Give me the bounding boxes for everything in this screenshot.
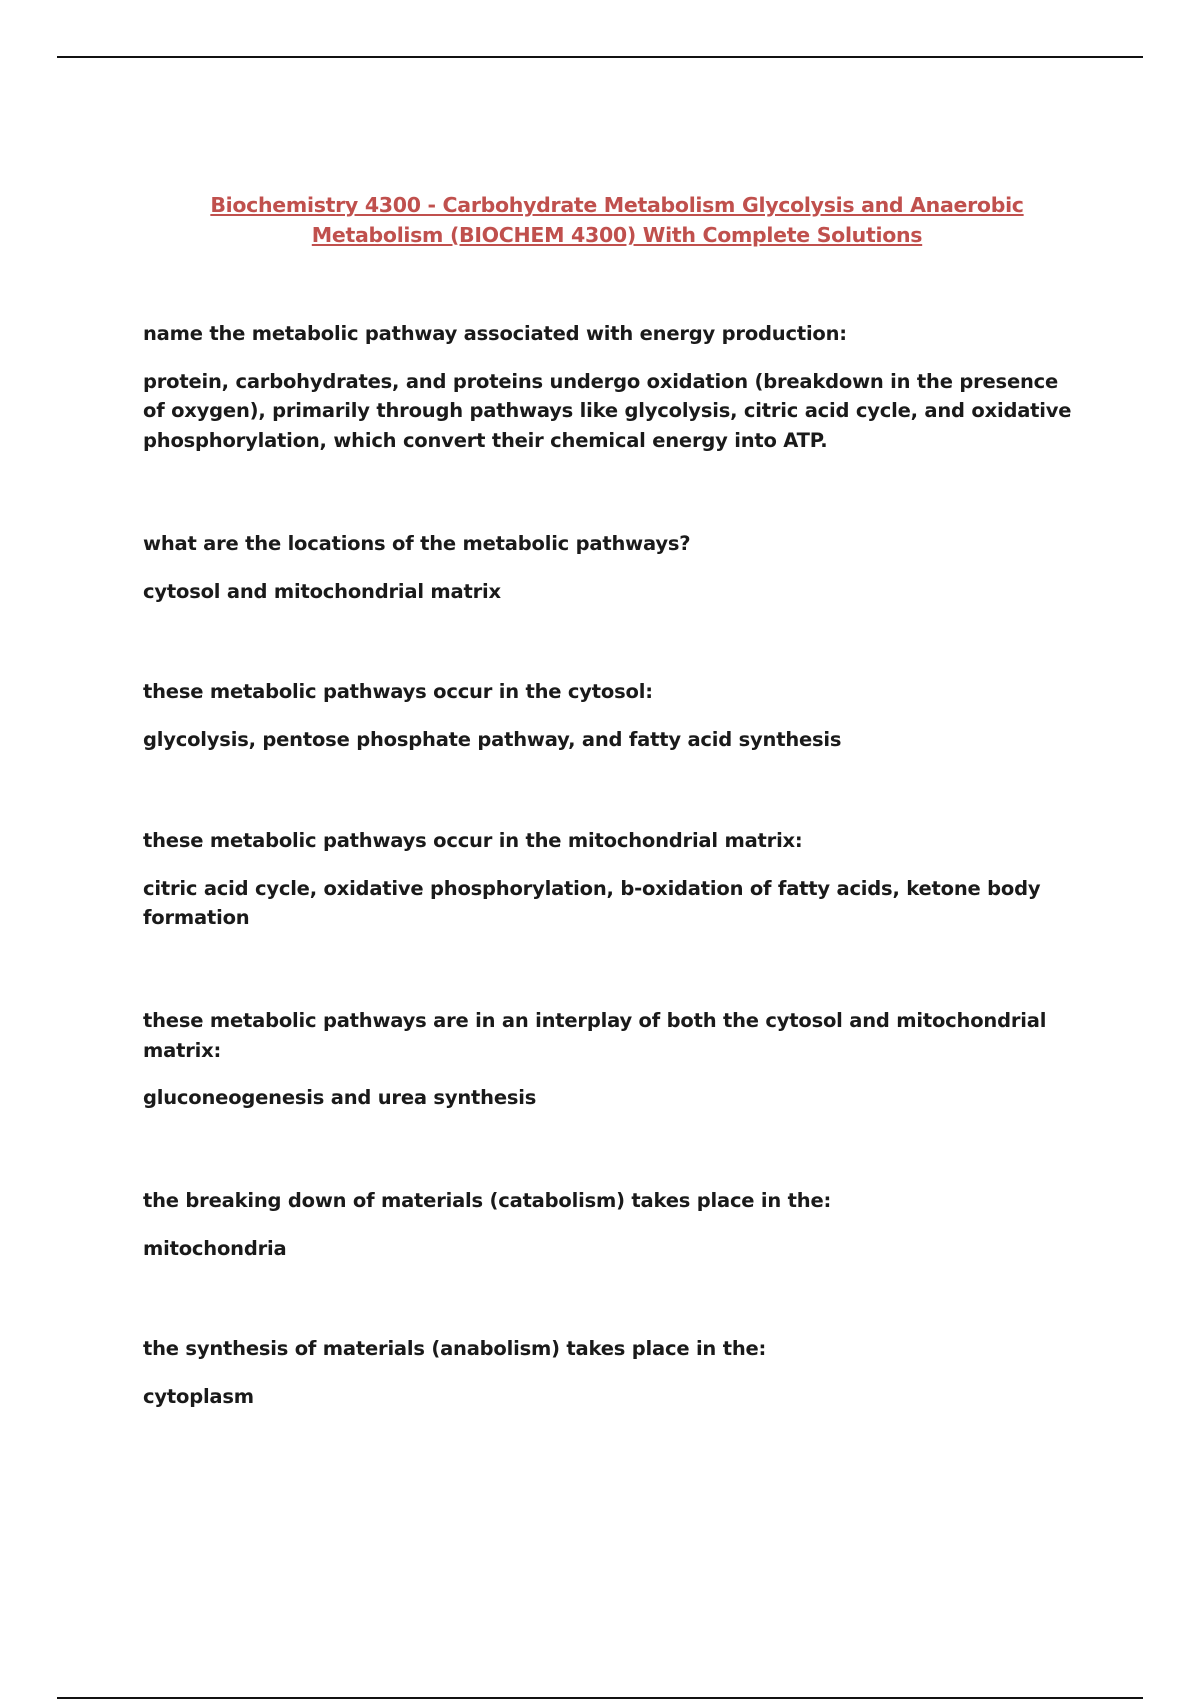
question-text: the breaking down of materials (catabolism) takes place in the: bbox=[143, 1189, 832, 1212]
answer-text: protein, carbohydrates, and proteins undergo oxidation (breakdown in the presence of oxygen), primarily through pathways like glycolysis, citric acid cycle, and oxidative phosphorylation, which convert their chemical energy into ATP. bbox=[143, 369, 1072, 452]
qa-item bbox=[143, 1186, 1083, 1263]
qa-item bbox=[143, 529, 1083, 606]
question-text: these metabolic pathways are in an interplay of both the cytosol and mitochondrial matrix: bbox=[143, 1009, 1047, 1062]
question-text: name the metabolic pathway associated with energy production: bbox=[143, 322, 847, 345]
answer-text: citric acid cycle, oxidative phosphorylation, b-oxidation of fatty acids, ketone body formation bbox=[143, 876, 1041, 929]
question-text: the synthesis of materials (anabolism) takes place in the: bbox=[143, 1337, 767, 1360]
question-text: what are the locations of the metabolic pathways? bbox=[143, 532, 691, 555]
bottom-rule bbox=[57, 1697, 1143, 1699]
document-title: Biochemistry 4300 - Carbohydrate Metabolism Glycolysis and Anaerobic Metabolism (BIOCHEM 4300) With Complete Solutions bbox=[210, 193, 1024, 247]
top-rule bbox=[57, 56, 1143, 58]
qa-item bbox=[143, 319, 1083, 455]
answer-text: cytosol and mitochondrial matrix bbox=[143, 579, 501, 603]
question-text: these metabolic pathways occur in the cytosol: bbox=[143, 680, 653, 703]
qa-item bbox=[143, 1334, 1083, 1411]
answer-text: glycolysis, pentose phosphate pathway, and fatty acid synthesis bbox=[143, 727, 842, 751]
answer-text: gluconeogenesis and urea synthesis bbox=[143, 1086, 537, 1109]
answer-text: mitochondria bbox=[143, 1236, 287, 1260]
qa-item bbox=[143, 826, 1083, 933]
answer-text: cytoplasm bbox=[143, 1384, 254, 1408]
qa-item bbox=[143, 1006, 1083, 1113]
qa-item bbox=[143, 677, 1083, 754]
question-text: these metabolic pathways occur in the mitochondrial matrix: bbox=[143, 829, 803, 852]
